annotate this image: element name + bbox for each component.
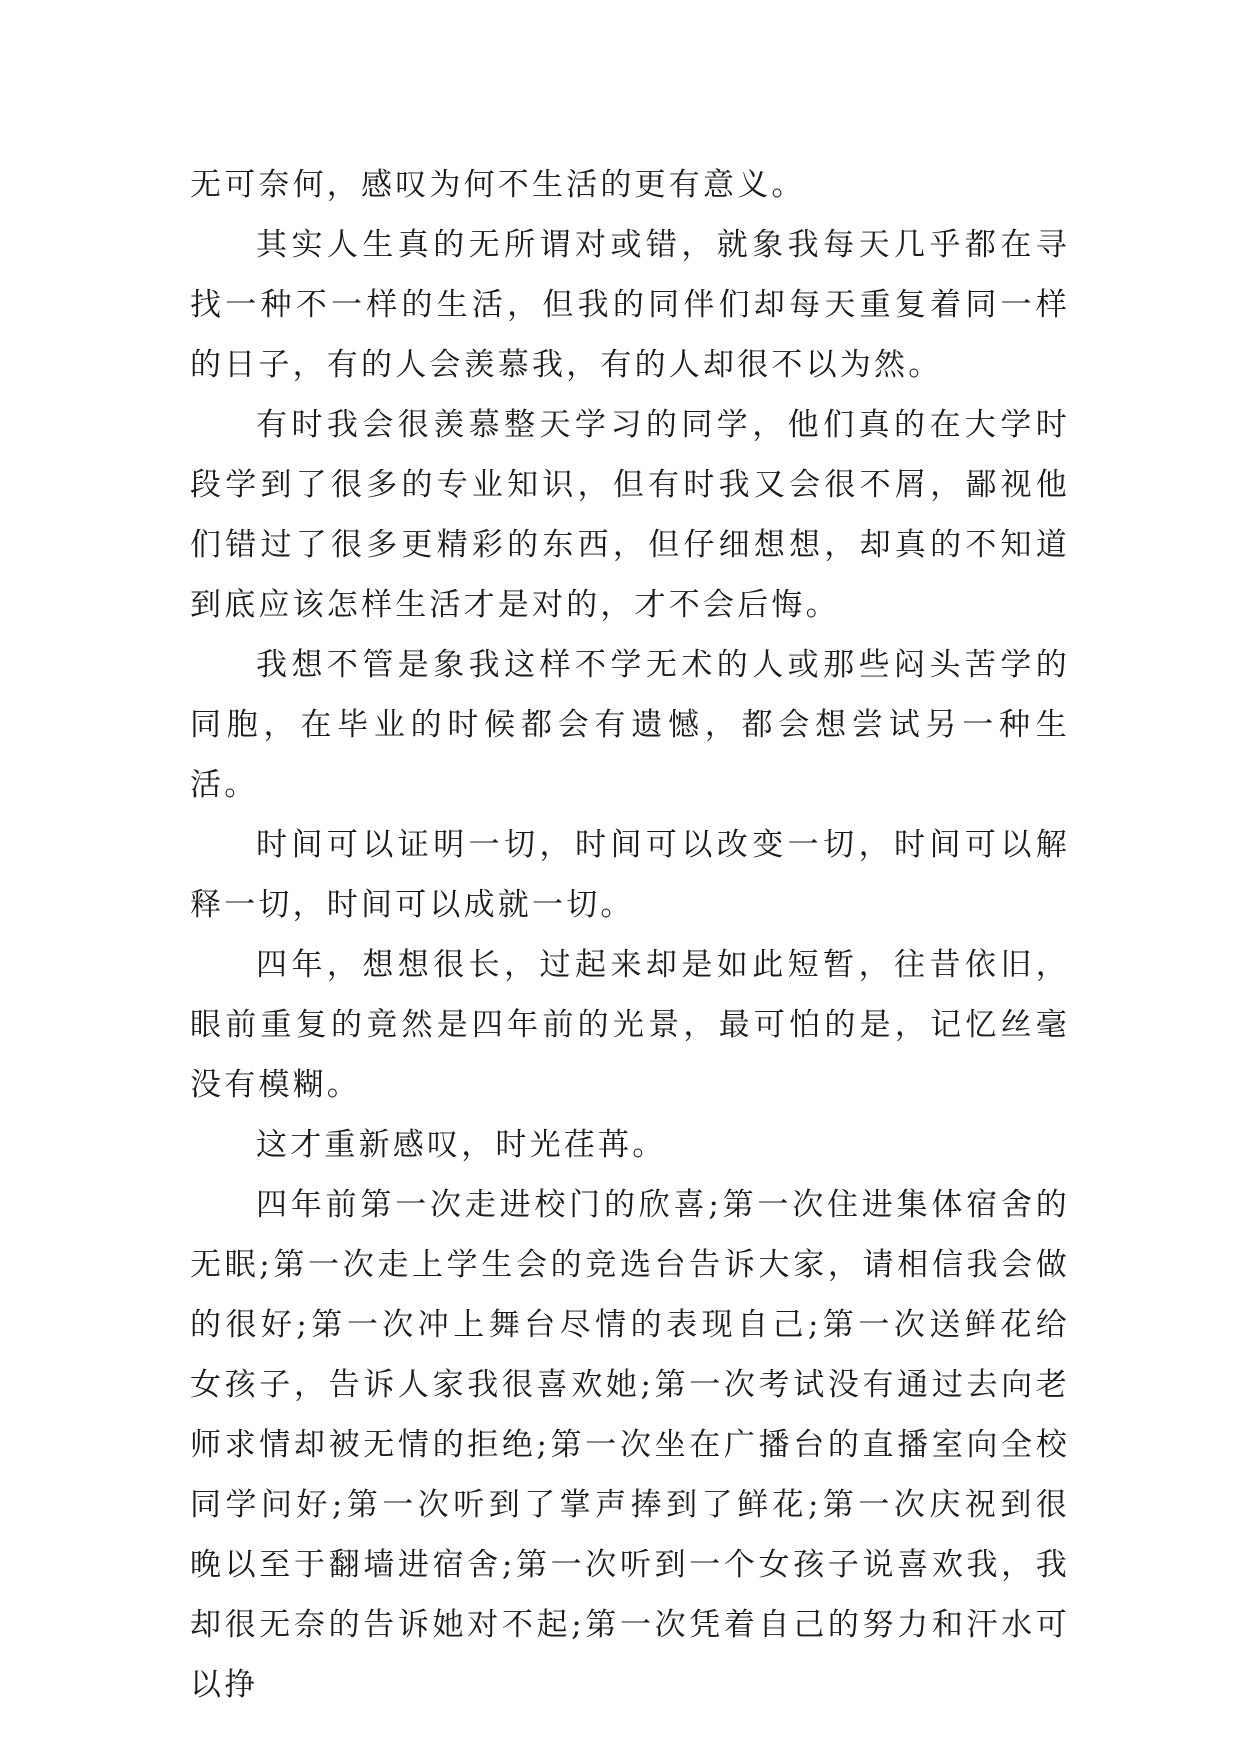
document-body <box>190 155 1070 1715</box>
paragraph-8: 四年前第一次走进校门的欣喜;第一次住进集体宿舍的无眠;第一次走上学生会的竞选台告诉大家，请相信我会做的很好;第一次冲上舞台尽情的表现自己;第一次送鲜花给女孩子，告诉人家我很喜欢她;第一次考试没有通过去向老师求情却被无情的拒绝;第一次坐在广播台的直播室向全校同学问好;第一次听到了掌声捧到了鲜花;第一次庆祝到很晚以至于翻墙进宿舍;第一次听到一个女孩子说喜欢我，我却很无奈的告诉她对不起;第一次凭着自己的努力和汗水可以挣 <box>190 1187 1070 1703</box>
paragraph-7: 这才重新感叹，时光荏苒。 <box>256 1127 667 1163</box>
paragraph-2: 其实人生真的无所谓对或错，就象我每天几乎都在寻找一种不一样的生活，但我的同伴们却每天重复着同一样的日子，有的人会羡慕我，有的人却很不以为然。 <box>190 227 1070 383</box>
paragraph-4: 我想不管是象我这样不学无术的人或那些闷头苦学的同胞，在毕业的时候都会有遗憾，都会想尝试另一种生活。 <box>190 647 1070 803</box>
paragraph-3: 有时我会很羡慕整天学习的同学，他们真的在大学时段学到了很多的专业知识，但有时我又会很不屑，鄙视他们错过了很多更精彩的东西，但仔细想想，却真的不知道到底应该怎样生活才是对的，才不会后悔。 <box>190 407 1070 623</box>
paragraph-6: 四年，想想很长，过起来却是如此短暂，往昔依旧，眼前重复的竟然是四年前的光景，最可怕的是，记忆丝毫没有模糊。 <box>190 947 1070 1103</box>
paragraph-1: 无可奈何，感叹为何不生活的更有意义。 <box>190 167 806 203</box>
paragraph-5: 时间可以证明一切，时间可以改变一切，时间可以解释一切，时间可以成就一切。 <box>190 827 1070 923</box>
